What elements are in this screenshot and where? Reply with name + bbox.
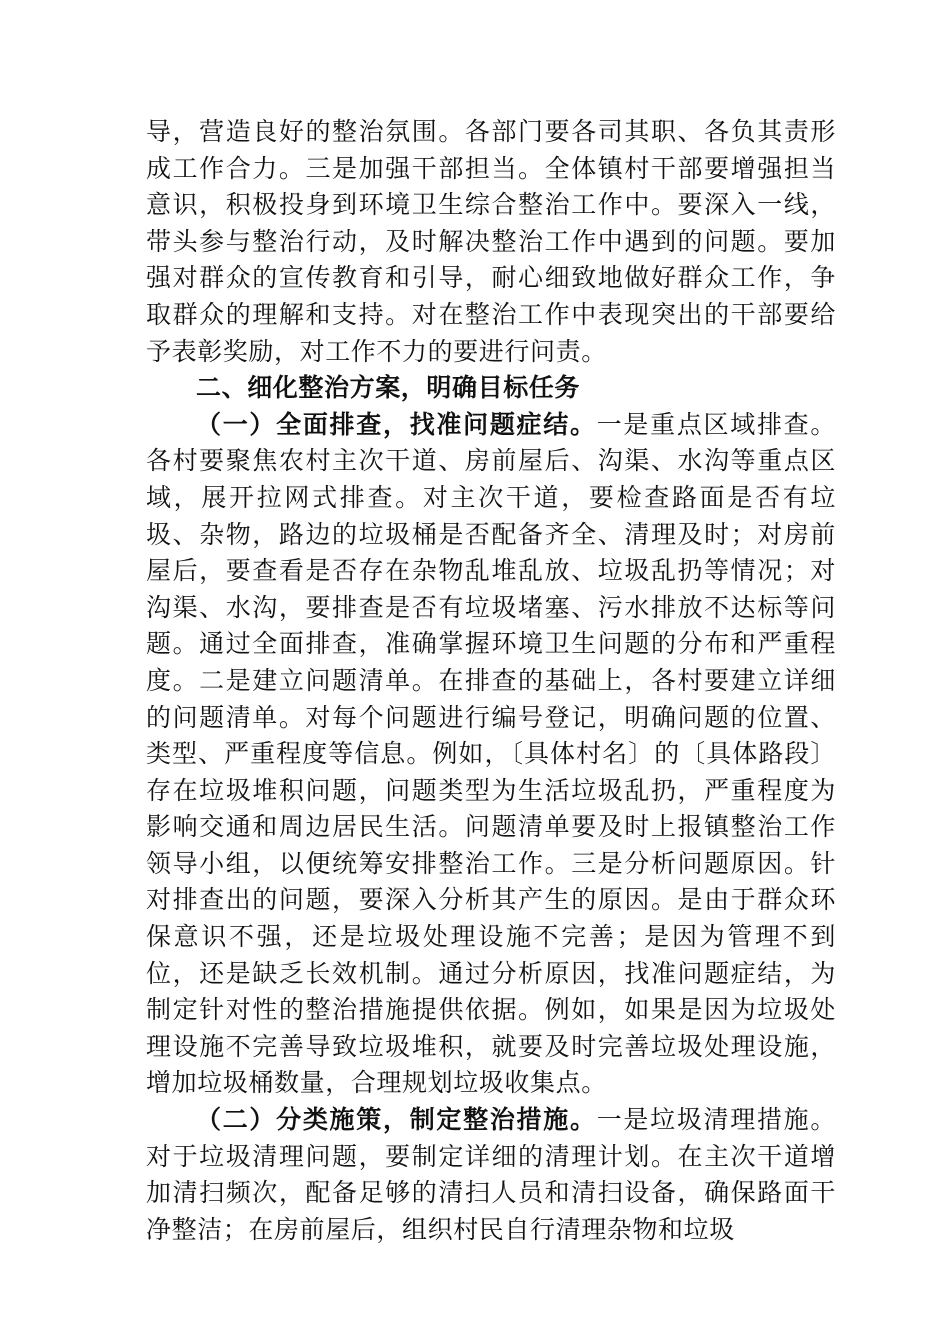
document-page	[146, 114, 836, 1248]
paragraph-lead: （一）全面排查，找准问题症结。	[196, 409, 597, 439]
paragraph-body: 一是垃圾清理措施。对于垃圾清理问题，要制定详细的清理计划。在主次干道增加清扫频次，配备足够的清扫人员和清扫设备，确保路面干净整洁；在房前屋后，组织村民自行清理杂物和垃圾	[146, 1105, 836, 1244]
paragraph-body: 一是重点区域排查。各村要聚焦农村主次干道、房前屋后、沟渠、水沟等重点区域，展开拉网式排查。对主次干道，要检查路面是否有垃圾、杂物，路边的垃圾桶是否配备齐全、清理及时；对房前屋后，要查看是否存在杂物乱堆乱放、垃圾乱扔等情况；对沟渠、水沟，要排查是否有垃圾堵塞、污水排放不达标等问题。通过全面排查，准确掌握环境卫生问题的分布和严重程度。二是建立问题清单。在排查的基础上，各村要建立详细的问题清单。对每个问题进行编号登记，明确问题的位置、类型、严重程度等信息。例如，〔具体村名〕的〔具体路段〕存在垃圾堆积问题，问题类型为生活垃圾乱扔，严重程度为影响交通和周边居民生活。问题清单要及时上报镇整治工作领导小组，以便统筹安排整治工作。三是分析问题原因。针对排查出的问题，要深入分析其产生的原因。是由于群众环保意识不强，还是垃圾处理设施不完善；是因为管理不到位，还是缺乏长效机制。通过分析原因，找准问题症结，为制定针对性的整治措施提供依据。例如，如果是因为垃圾处理设施不完善导致垃圾堆积，就要及时完善垃圾处理设施，增加垃圾桶数量，合理规划垃圾收集点。	[146, 409, 836, 1098]
paragraph-lead: （二）分类施策，制定整治措施。	[196, 1105, 597, 1135]
section-heading: 二、细化整治方案，明确目标任务	[196, 373, 581, 403]
paragraph-section-1	[146, 407, 836, 1102]
paragraph-continuation: 导，营造良好的整治氛围。各部门要各司其职、各负其责形成工作合力。三是加强干部担当。全体镇村干部要增强担当意识，积极投身到环境卫生综合整治工作中。要深入一线，带头参与整治行动，及时解决整治工作中遇到的问题。要加强对群众的宣传教育和引导，耐心细致地做好群众工作，争取群众的理解和支持。对在整治工作中表现突出的干部要给予表彰奖励，对工作不力的要进行问责。	[146, 117, 836, 366]
paragraph-section-2	[146, 1102, 836, 1248]
